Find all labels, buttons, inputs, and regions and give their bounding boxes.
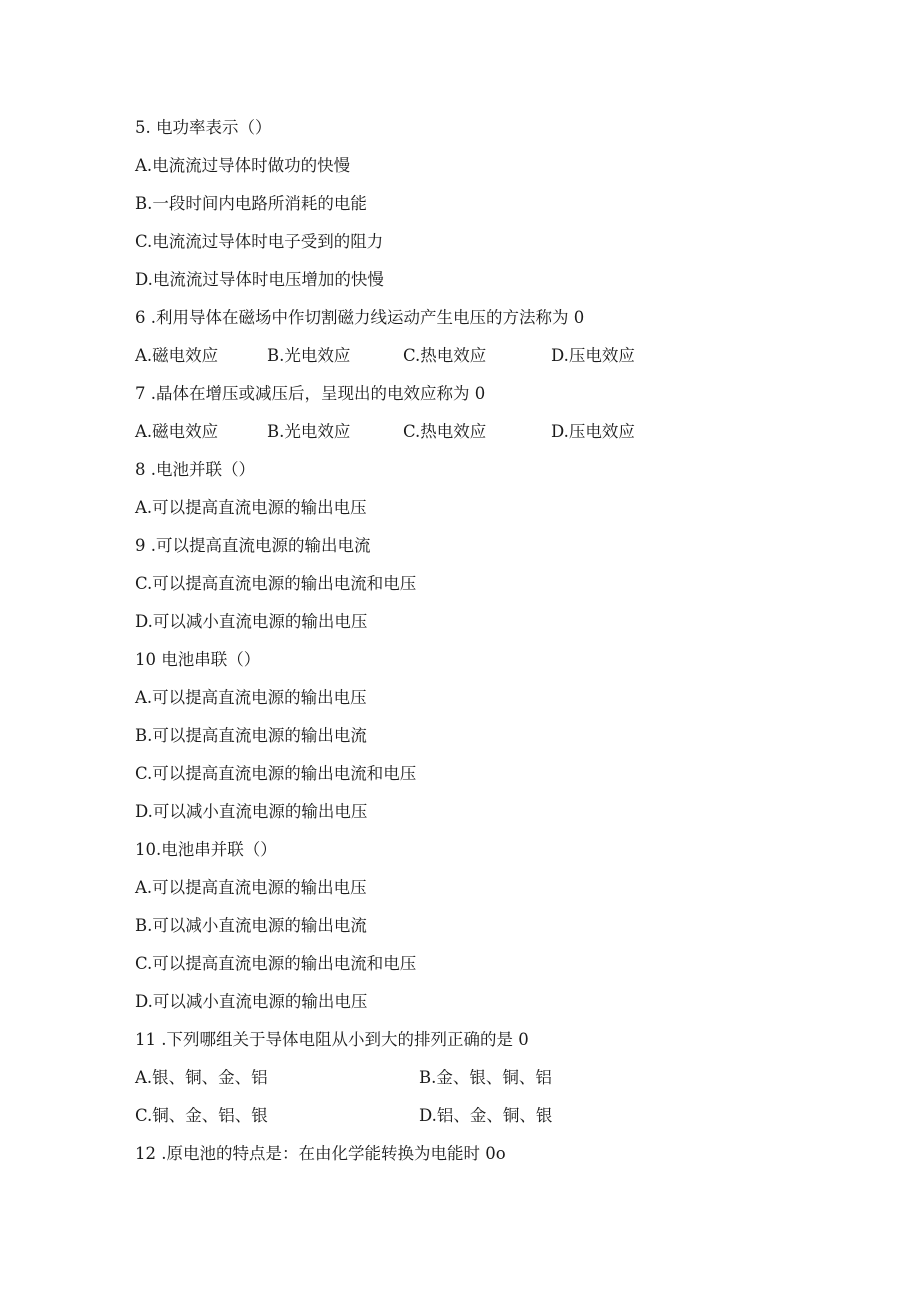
- option-item: C.热电效应: [403, 422, 487, 441]
- option-item: B.光电效应: [267, 346, 351, 365]
- text-line: A.可以提高直流电源的输出电压: [135, 688, 367, 707]
- text-line: A.可以提高直流电源的输出电压: [135, 878, 367, 897]
- option-item: B.金、银、铜、铝: [419, 1068, 552, 1087]
- text-line: 11 .下列哪组关于导体电阻从小到大的排列正确的是 0: [135, 1030, 529, 1049]
- option-row: [135, 1059, 835, 1097]
- text-line: 6 .利用导体在磁场中作切割磁力线运动产生电压的方法称为 0: [135, 308, 585, 327]
- text-line: 8 .电池并联（）: [135, 460, 255, 479]
- option-item: A.银、铜、金、铝: [135, 1068, 268, 1087]
- text-line: D.电流流过导体时电压增加的快慢: [135, 270, 384, 289]
- question-list: [135, 109, 835, 1173]
- option-item: B.光电效应: [267, 422, 351, 441]
- text-line: 7 .晶体在增压或减压后，呈现出的电效应称为 0: [135, 384, 486, 403]
- text-line: A.电流流过导体时做功的快慢: [135, 156, 351, 175]
- text-line: 5. 电功率表示（）: [135, 118, 272, 137]
- option-item: A.磁电效应: [135, 422, 219, 441]
- option-row: [135, 337, 835, 375]
- text-line: C.电流流过导体时电子受到的阻力: [135, 232, 384, 251]
- text-line: 10.电池串并联（）: [135, 840, 277, 859]
- option-item: C.铜、金、铝、银: [135, 1106, 268, 1125]
- text-line: C.可以提高直流电源的输出电流和电压: [135, 574, 417, 593]
- text-line: 9 .可以提高直流电源的输出电流: [135, 536, 371, 555]
- text-line: C.可以提高直流电源的输出电流和电压: [135, 954, 417, 973]
- text-line: 12 .原电池的特点是：在由化学能转换为电能时 0o: [135, 1144, 506, 1163]
- text-line: B.可以减小直流电源的输出电流: [135, 916, 367, 935]
- text-line: D.可以减小直流电源的输出电压: [135, 612, 368, 631]
- text-line: B.可以提高直流电源的输出电流: [135, 726, 367, 745]
- text-line: D.可以减小直流电源的输出电压: [135, 802, 368, 821]
- text-line: D.可以减小直流电源的输出电压: [135, 992, 368, 1011]
- text-line: A.可以提高直流电源的输出电压: [135, 498, 367, 517]
- option-item: D.压电效应: [551, 422, 635, 441]
- option-item: D.铝、金、铜、银: [419, 1106, 553, 1125]
- option-item: C.热电效应: [403, 346, 487, 365]
- option-item: D.压电效应: [551, 346, 635, 365]
- text-line: 10 电池串联（）: [135, 650, 261, 669]
- option-item: A.磁电效应: [135, 346, 219, 365]
- text-line: C.可以提高直流电源的输出电流和电压: [135, 764, 417, 783]
- option-row: [135, 1097, 835, 1135]
- option-row: [135, 413, 835, 451]
- text-line: B.一段时间内电路所消耗的电能: [135, 194, 367, 213]
